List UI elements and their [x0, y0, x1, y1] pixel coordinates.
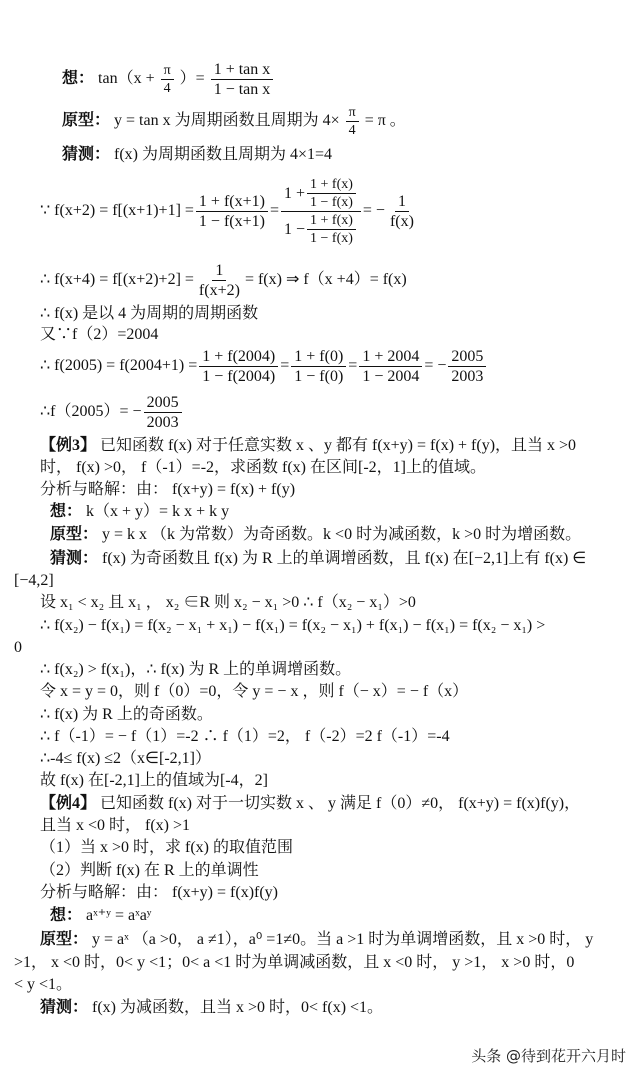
line-therefore-fx4: ∴ f(x+4) = f[(x+2)+2] = $\frac{1}{f(x+2)}$ = f(x) ⇒ f（x +4）= f(x): [40, 261, 407, 299]
line-q2: （2）判断 f(x) 在 R 上的单调性: [40, 862, 259, 879]
line-increasing: ∴ f(x₂) > f(x₁)，∴ f(x) 为 R 上的单调增函数。: [40, 661, 352, 678]
line-guess3-cont: [−4,2]: [14, 572, 54, 589]
line-think3: 想： k（x + y）= k x + k y: [50, 503, 230, 520]
fraction-pi-over-4: $\frac{\pi}{4}$: [161, 62, 174, 97]
line-f2005-result: ∴f（2005）= − $\frac{2005}{2003}$: [40, 390, 184, 434]
line-think-tan: 想： tan（x + $\frac{\pi}{4}$ ）= $\frac{\text{1 + tan x}}{\text{1 − tan x}}$: [62, 60, 275, 99]
line-odd: ∴ f(x) 为 R 上的奇函数。: [40, 706, 213, 723]
line-example3-cont: 时， f(x) >0， f（-1）=-2，求函数 f(x) 在区间[-2，1]上的值域。: [40, 459, 486, 476]
label-think: 想：: [62, 70, 95, 88]
line-think4: 想： aˣ⁺ʸ = aˣaʸ: [50, 907, 152, 924]
nested-fraction: 1 + $\frac{1 + f(x)}{1 - f(x)}$ 1 − $\frac{1 + f(x)}{1 - f(x)}$: [281, 176, 361, 247]
line-example3: 【例3】 已知函数 f(x) 对于任意实数 x 、y 都有 f(x+y) = f(x) + f(y)，且当 x >0: [40, 437, 577, 454]
line-example4: 【例4】 已知函数 f(x) 对于一切实数 x 、 y 满足 f（0）≠0， f(x+y) = f(x)f(y)，: [40, 795, 581, 812]
watermark: 头条 @待到花开六月时: [471, 1047, 626, 1065]
line-diff: ∴ f(x₂) − f(x₁) = f(x₂ − x₁ + x₁) − f(x₁) = f(x₂ − x₁) + f(x₁) − f(x₁) = f(x₂ − x₁) >: [40, 617, 546, 634]
line-values: ∴ f（-1）= − f（1）=-2 ∴ f（1）=2， f（-2）=2 f（-1）=-4: [40, 728, 450, 745]
fraction-tan: $\frac{\text{1 + tan x}}{\text{1 − tan x}}$: [211, 60, 274, 99]
line-diff-cont: 0: [14, 639, 22, 656]
line-prototype4-end: < y <1。: [14, 976, 73, 993]
line-range: ∴-4≤ f(x) ≤2（x∈[-2,1]）: [40, 750, 211, 767]
line-f2005: ∴ f(2005) = f(2004+1) = $\frac{1 + f(2004)}{1 - f(2004)}$ = $\frac{1 + f(0)}{1 - f(0)}$ = $\frac{1 + 2004}{1 - 2004}$ = − $\frac{2005}{2003}$: [40, 344, 488, 388]
line-guess3: 猜测： f(x) 为奇函数且 f(x) 为 R 上的单调增函数，且 f(x) 在[−2,1]上有 f(x) ∈: [50, 550, 587, 567]
line-analysis3: 分析与略解：由： f(x+y) = f(x) + f(y): [40, 481, 296, 498]
line-prototype4: 原型： y = aˣ （a >0， a ≠1），a⁰ =1≠0。当 a >1 时为单调增函数，且 x >0 时， y: [40, 931, 594, 948]
line-analysis4: 分析与略解：由： f(x+y) = f(x)f(y): [40, 884, 279, 901]
line-because-fx2: ∵ f(x+2) = f[(x+1)+1] = $\frac{1 + f(x+1)}{1 - f(x+1)}$ = 1 + $\frac{1 + f(x)}{1 - f(x)}$ 1 − $\frac{1 + f(x)}{1 - f(x)}$ = − $\frac{1}{f(x)}$: [40, 176, 414, 246]
line-prototype3: 原型： y = k x （k 为常数）为奇函数。k <0 时为减函数，k >0 时为增函数。: [50, 526, 582, 543]
line-period-4: ∴ f(x) 是以 4 为周期的周期函数: [40, 305, 259, 322]
line-q1: （1）当 x >0 时，求 f(x) 的取值范围: [40, 839, 294, 856]
line-let-x1x2: 设 x₁ < x₂ 且 x₁ ， x₂ ∈R 则 x₂ − x₁ >0 ∴ f（x₂ − x₁）>0: [40, 594, 416, 611]
line-let-xy0: 令 x = y = 0，则 f（0）=0，令 y = − x ，则 f（− x）= − f（x）: [40, 683, 469, 700]
line-guess-period: 猜测： f(x) 为周期函数且周期为 4×1=4: [62, 146, 333, 163]
line-example4-cont: 且当 x <0 时， f(x) >1: [40, 817, 191, 834]
line-conclusion3: 故 f(x) 在[-2,1]上的值域为[-4，2]: [40, 772, 268, 789]
line-guess4: 猜测： f(x) 为减函数，且当 x >0 时，0< f(x) <1。: [40, 999, 384, 1016]
line-f2: 又∵f（2）=2004: [40, 326, 159, 343]
line-prototype4-cont: >1， x <0 时，0< y <1；0< a <1 时为单调减函数，且 x <0 时， y >1， x >0 时，0: [14, 954, 575, 971]
line-prototype-tan: 原型： y = tan x 为周期函数且周期为 4× $\frac{\pi}{4}$ = π 。: [62, 105, 406, 138]
